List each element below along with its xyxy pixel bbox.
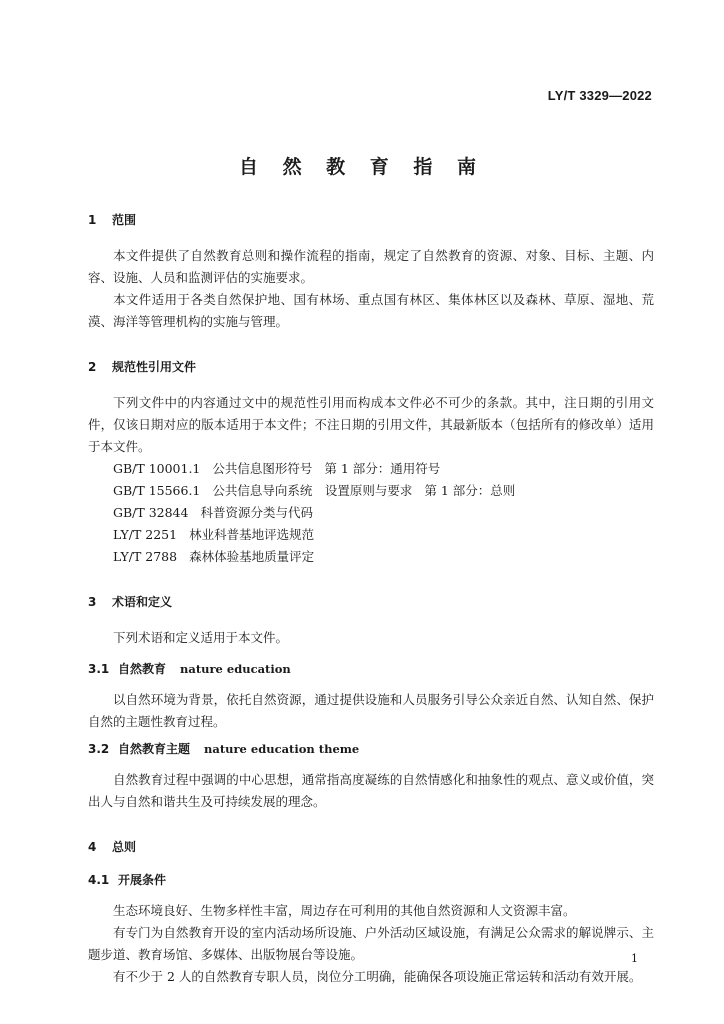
section-heading-normative-references <box>88 359 654 375</box>
reference-part: 第 1 部分：总则 <box>424 483 516 498</box>
section-number: 2 <box>88 360 97 374</box>
reference-title: 公共信息图形符号 <box>212 461 313 476</box>
reference-code: GB/T 15566.1 <box>113 483 201 498</box>
document-title: 自 然 教 育 指 南 <box>238 156 486 178</box>
term-en: nature education theme <box>204 742 360 756</box>
reference-item <box>88 480 654 502</box>
page-number: 1 <box>631 952 638 965</box>
paragraph: 有不少于 2 人的自然教育专职人员，岗位分工明确，能确保各项设施正常运转和活动有效开展。 <box>113 969 642 984</box>
subsection-title: 开展条件 <box>118 873 167 887</box>
reference-title: 林业科普基地评选规范 <box>189 527 315 542</box>
term-zh: 自然教育主题 <box>118 742 191 756</box>
reference-title: 森林体验基地质量评定 <box>189 549 315 564</box>
paragraph: 有专门为自然教育开设的室内活动场所设施、户外活动区域设施，有满足公众需求的解说牌示、主题步道、教育场馆、多媒体、出版物展台等设施。 <box>88 925 654 962</box>
section-title: 规范性引用文件 <box>112 360 197 374</box>
section-number: 1 <box>88 213 97 227</box>
section-heading-terms <box>88 594 654 610</box>
reference-item <box>88 524 654 546</box>
term-number: 3.2 <box>88 742 110 756</box>
term-number: 3.1 <box>88 662 110 676</box>
section-title: 总则 <box>112 840 137 854</box>
reference-item <box>88 546 654 568</box>
reference-item <box>88 502 654 524</box>
reference-code: GB/T 10001.1 <box>113 461 201 476</box>
term-definition: 以自然环境为背景，依托自然资源，通过提供设施和人员服务引导公众亲近自然、认知自然、保护自然的主题性教育过程。 <box>88 692 654 729</box>
document-body <box>88 212 654 988</box>
term-en: nature education <box>180 662 291 676</box>
reference-title: 公共信息导向系统 设置原则与要求 <box>212 483 413 498</box>
section-title: 术语和定义 <box>112 595 173 609</box>
reference-code: LY/T 2251 <box>113 527 178 542</box>
reference-part: 第 1 部分：通用符号 <box>324 461 441 476</box>
section-heading-scope <box>88 212 654 228</box>
section-number: 3 <box>88 595 97 609</box>
term-heading <box>88 661 654 677</box>
reference-code: GB/T 32844 <box>113 505 189 520</box>
paragraph: 生态环境良好、生物多样性丰富，周边存在可利用的其他自然资源和人文资源丰富。 <box>113 903 576 918</box>
standard-code: LY/T 3329—2022 <box>547 88 652 103</box>
reference-title: 科普资源分类与代码 <box>200 505 313 520</box>
section-number: 4 <box>88 840 97 854</box>
subsection-number: 4.1 <box>88 873 110 887</box>
paragraph: 本文件提供了自然教育总则和操作流程的指南，规定了自然教育的资源、对象、目标、主题、内容、设施、人员和监测评估的实施要求。 <box>88 248 654 285</box>
paragraph: 下列术语和定义适用于本文件。 <box>113 630 289 645</box>
reference-code: LY/T 2788 <box>113 549 178 564</box>
term-zh: 自然教育 <box>118 662 167 676</box>
reference-item <box>88 458 654 480</box>
section-heading-general <box>88 839 654 855</box>
section-title: 范围 <box>112 213 137 227</box>
subsection-heading <box>88 872 654 888</box>
paragraph: 本文件适用于各类自然保护地、国有林场、重点国有林区、集体林区以及森林、草原、湿地、荒漠、海洋等管理机构的实施与管理。 <box>88 292 654 329</box>
paragraph: 下列文件中的内容通过文中的规范性引用而构成本文件必不可少的条款。其中，注日期的引用文件，仅该日期对应的版本适用于本文件；不注日期的引用文件，其最新版本（包括所有的修改单）适用于本文件。 <box>88 395 654 454</box>
term-heading <box>88 741 654 757</box>
term-definition: 自然教育过程中强调的中心思想，通常指高度凝练的自然情感化和抽象性的观点、意义或价值，突出人与自然和谐共生及可持续发展的理念。 <box>88 772 654 809</box>
